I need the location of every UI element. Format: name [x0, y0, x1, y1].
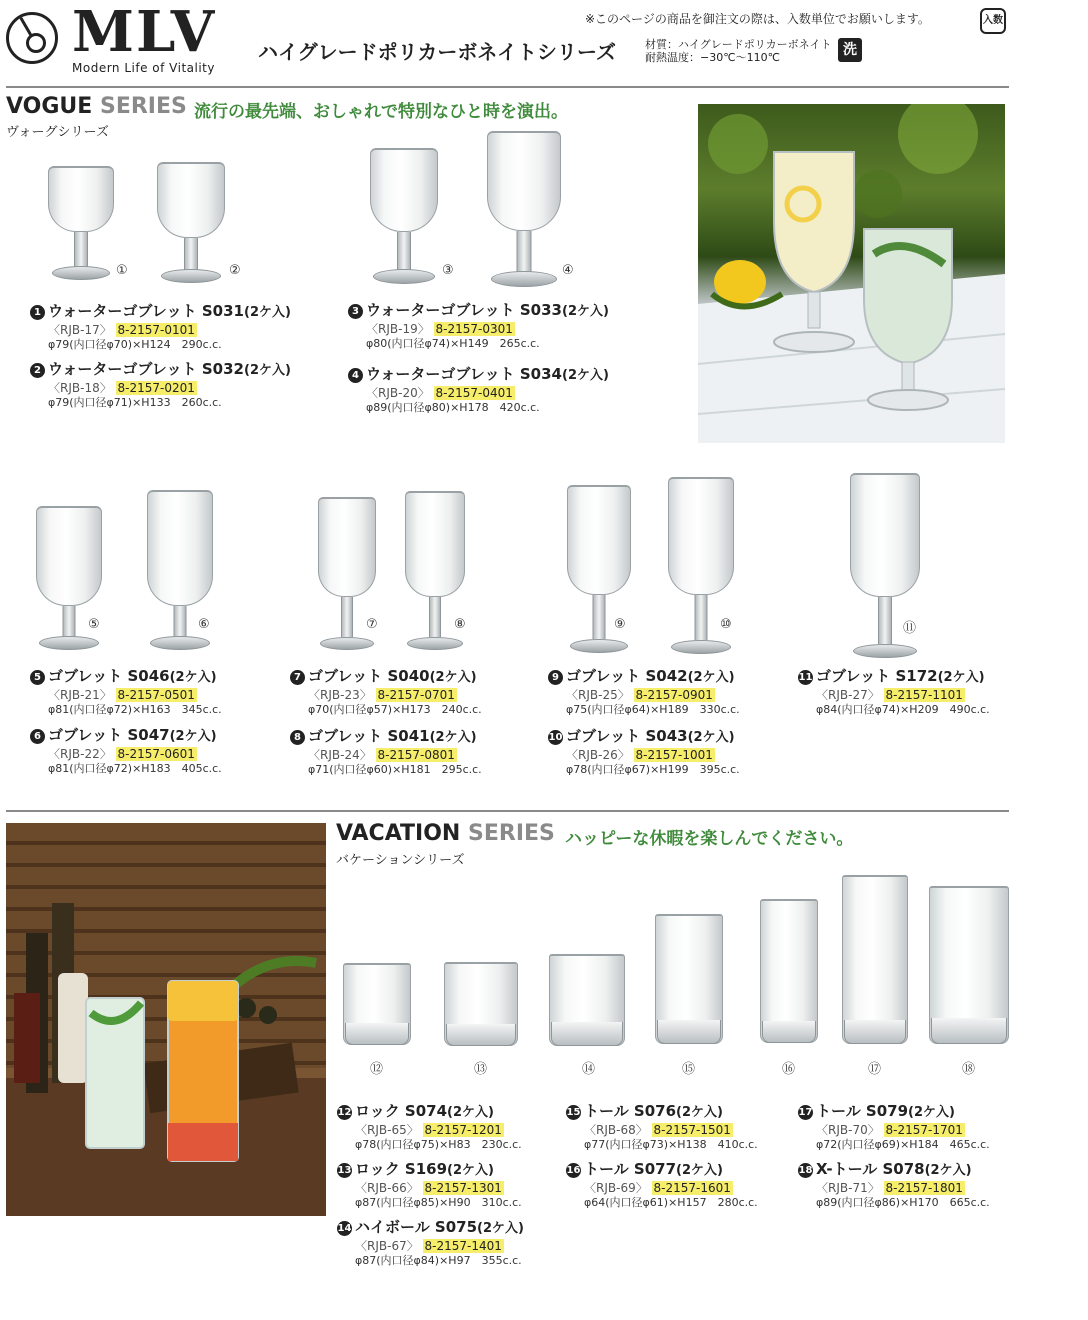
- product-dimensions: φ75(内口径φ64)×H189 330c.c.: [566, 703, 740, 716]
- product-dimensions: φ84(内口径φ74)×H209 490c.c.: [816, 703, 990, 716]
- product-image-1: [48, 166, 114, 280]
- product-item-10: [548, 727, 740, 777]
- product-name: 4 ウォーターゴブレット S034(2ケ入): [348, 365, 609, 385]
- product-dimensions: φ70(内口径φ57)×H173 240c.c.: [308, 703, 482, 716]
- section-divider: [6, 810, 1009, 812]
- product-name: 5 ゴブレット S046(2ケ入): [30, 667, 222, 687]
- glass-number-1: ①: [116, 263, 128, 278]
- product-code: 8-2157-1401: [424, 1239, 502, 1253]
- photo-illustration: [6, 823, 326, 1216]
- product-code: 8-2157-0601: [117, 747, 195, 761]
- product-item-13: [337, 1160, 522, 1210]
- product-image-13: [444, 962, 518, 1046]
- product-item-18: [798, 1160, 990, 1210]
- photo-illustration: [698, 104, 1005, 443]
- product-codes: 〈RJB-69〉 8-2157-1601: [584, 1181, 731, 1195]
- product-dimensions: φ71(内口径φ60)×H181 295c.c.: [308, 763, 482, 776]
- product-code: 8-2157-0101: [117, 323, 195, 337]
- product-item-15: [566, 1102, 758, 1152]
- product-item-4: [348, 365, 609, 415]
- product-name: 13 ロック S169(2ケ入): [337, 1160, 494, 1178]
- product-codes: 〈RJB-70〉 8-2157-1701: [816, 1123, 963, 1137]
- product-name: 7 ゴブレット S040(2ケ入): [290, 667, 482, 687]
- product-name: 17 トール S079(2ケ入): [798, 1102, 955, 1120]
- product-name: 15 トール S076(2ケ入): [566, 1102, 723, 1120]
- product-item-14: [337, 1218, 524, 1268]
- product-dimensions: φ78(内口径φ67)×H199 395c.c.: [566, 763, 740, 776]
- product-image-3: [370, 148, 438, 284]
- product-dimensions: φ78(内口径φ75)×H83 230c.c.: [355, 1138, 522, 1151]
- product-item-6: [30, 726, 222, 776]
- product-code: 8-2157-0801: [377, 748, 455, 762]
- glass-number-11: ⑪: [903, 621, 917, 636]
- product-codes: 〈RJB-25〉 8-2157-0901: [566, 688, 713, 702]
- quantity-unit-icon: 入数: [980, 8, 1006, 34]
- product-item-11: [798, 667, 990, 717]
- product-codes: 〈RJB-23〉 8-2157-0701: [308, 688, 455, 702]
- series-label: SERIES: [99, 94, 187, 119]
- product-image-4: [487, 131, 561, 287]
- vacation-tagline: ハッピーな休暇を楽しんでください。: [565, 829, 854, 849]
- heat-resistance-line: 耐熱温度：−30℃〜110℃: [645, 51, 780, 64]
- product-item-17: [798, 1102, 990, 1152]
- product-dimensions: φ64(内口径φ61)×H157 280c.c.: [584, 1196, 758, 1209]
- series-name: VACATION: [336, 821, 461, 846]
- product-codes: 〈RJB-67〉 8-2157-1401: [355, 1239, 502, 1253]
- glass-number-9: ⑨: [614, 617, 626, 632]
- product-codes: 〈RJB-65〉 8-2157-1201: [355, 1123, 502, 1137]
- product-dimensions: φ81(内口径φ72)×H163 345c.c.: [48, 703, 222, 716]
- product-name: 2 ウォーターゴブレット S032(2ケ入): [30, 360, 291, 380]
- series-label: SERIES: [468, 821, 555, 846]
- vogue-kana: ヴォーグシリーズ: [6, 125, 109, 140]
- glass-number-7: ⑦: [366, 617, 378, 632]
- product-code: 8-2157-1801: [885, 1181, 963, 1195]
- product-item-3: [348, 301, 609, 351]
- product-image-2: [157, 162, 225, 283]
- brand-tagline: Modern Life of Vitality: [72, 61, 215, 75]
- product-item-2: [30, 360, 291, 410]
- product-code: 8-2157-1201: [424, 1123, 502, 1137]
- product-name: 9 ゴブレット S042(2ケ入): [548, 667, 740, 687]
- product-code: 8-2157-1601: [653, 1181, 731, 1195]
- brand-logo-mark: [6, 12, 58, 64]
- product-dimensions: φ77(内口径φ73)×H138 410c.c.: [584, 1138, 758, 1151]
- glass-number-6: ⑥: [198, 617, 210, 632]
- product-name: 10 ゴブレット S043(2ケ入): [548, 727, 735, 745]
- glass-number-16: ⑯: [782, 1062, 796, 1077]
- glass-number-14: ⑭: [582, 1062, 596, 1077]
- product-code: 8-2157-1001: [635, 748, 713, 762]
- material-info: [645, 38, 831, 64]
- dishwasher-safe-icon: 洗: [838, 38, 862, 62]
- product-item-9: [548, 667, 740, 717]
- product-dimensions: φ79(内口径φ70)×H124 290c.c.: [48, 338, 222, 351]
- product-item-16: [566, 1160, 758, 1210]
- glass-number-2: ②: [229, 263, 241, 278]
- product-dimensions: φ87(内口径φ85)×H90 310c.c.: [355, 1196, 522, 1209]
- glass-number-17: ⑰: [868, 1062, 882, 1077]
- product-codes: 〈RJB-18〉 8-2157-0201: [48, 381, 195, 395]
- product-codes: 〈RJB-71〉 8-2157-1801: [816, 1181, 963, 1195]
- product-dimensions: φ87(内口径φ84)×H97 355c.c.: [355, 1254, 522, 1267]
- product-codes: 〈RJB-17〉 8-2157-0101: [48, 323, 195, 337]
- order-notice: ※このページの商品を御注文の際は、入数単位でお願いします。: [585, 12, 930, 26]
- product-codes: 〈RJB-27〉 8-2157-1101: [816, 688, 963, 702]
- product-dimensions: φ72(内口径φ69)×H184 465c.c.: [816, 1138, 990, 1151]
- product-image-12: [343, 963, 411, 1045]
- product-image-17: [842, 875, 908, 1044]
- product-code: 8-2157-0201: [117, 381, 195, 395]
- vacation-series-title: [336, 821, 555, 846]
- product-name: 11 ゴブレット S172(2ケ入): [798, 667, 985, 685]
- glass-number-12: ⑫: [370, 1062, 384, 1077]
- product-code: 8-2157-1701: [885, 1123, 963, 1137]
- product-code: 8-2157-0301: [435, 322, 513, 336]
- product-codes: 〈RJB-22〉 8-2157-0601: [48, 747, 195, 761]
- product-codes: 〈RJB-21〉 8-2157-0501: [48, 688, 195, 702]
- product-dimensions: φ89(内口径φ80)×H178 420c.c.: [366, 401, 540, 414]
- page-title: ハイグレードポリカーボネイトシリーズ: [258, 40, 616, 64]
- glass-number-3: ③: [442, 263, 454, 278]
- product-codes: 〈RJB-26〉 8-2157-1001: [566, 748, 713, 762]
- product-code: 8-2157-1501: [653, 1123, 731, 1137]
- product-name: 12 ロック S074(2ケ入): [337, 1102, 494, 1120]
- vacation-lifestyle-photo: [6, 823, 326, 1216]
- product-image-16: [760, 899, 818, 1043]
- glass-number-4: ④: [562, 263, 574, 278]
- product-codes: 〈RJB-19〉 8-2157-0301: [366, 322, 513, 336]
- vogue-series-title: [6, 94, 187, 119]
- glass-number-5: ⑤: [88, 617, 100, 632]
- product-name: 18 X-トール S078(2ケ入): [798, 1160, 972, 1178]
- product-dimensions: φ81(内口径φ72)×H183 405c.c.: [48, 762, 222, 775]
- vacation-kana: バケーションシリーズ: [336, 853, 465, 868]
- glass-number-15: ⑮: [682, 1062, 696, 1077]
- product-dimensions: φ79(内口径φ71)×H133 260c.c.: [48, 396, 222, 409]
- glass-number-10: ⑩: [720, 617, 732, 632]
- product-image-14: [549, 954, 625, 1046]
- product-name: 14 ハイボール S075(2ケ入): [337, 1218, 524, 1236]
- product-code: 8-2157-1101: [885, 688, 963, 702]
- product-name: 8 ゴブレット S041(2ケ入): [290, 727, 482, 747]
- glass-number-13: ⑬: [474, 1062, 488, 1077]
- product-codes: 〈RJB-68〉 8-2157-1501: [584, 1123, 731, 1137]
- header-divider: [6, 86, 1009, 88]
- product-code: 8-2157-0901: [635, 688, 713, 702]
- product-name: 6 ゴブレット S047(2ケ入): [30, 726, 222, 746]
- glass-number-8: ⑧: [454, 617, 466, 632]
- product-name: 1 ウォーターゴブレット S031(2ケ入): [30, 302, 291, 322]
- product-dimensions: φ80(内口径φ74)×H149 265c.c.: [366, 337, 540, 350]
- vogue-lifestyle-photo: [698, 104, 1005, 443]
- product-item-7: [290, 667, 482, 717]
- product-codes: 〈RJB-20〉 8-2157-0401: [366, 386, 513, 400]
- product-item-1: [30, 302, 291, 352]
- material-line: 材質：ハイグレードポリカーボネイト: [645, 38, 832, 51]
- product-code: 8-2157-0501: [117, 688, 195, 702]
- product-dimensions: φ89(内口径φ86)×H170 665c.c.: [816, 1196, 990, 1209]
- product-code: 8-2157-1301: [424, 1181, 502, 1195]
- product-code: 8-2157-0701: [377, 688, 455, 702]
- product-item-5: [30, 667, 222, 717]
- glass-number-18: ⑱: [962, 1062, 976, 1077]
- product-name: 3 ウォーターゴブレット S033(2ケ入): [348, 301, 609, 321]
- product-name: 16 トール S077(2ケ入): [566, 1160, 723, 1178]
- vogue-tagline: 流行の最先端、おしゃれで特別なひと時を演出。: [194, 102, 568, 122]
- product-item-8: [290, 727, 482, 777]
- brand-logo-wordmark: MLV: [72, 0, 217, 65]
- product-image-18: [929, 886, 1009, 1044]
- series-name: VOGUE: [6, 94, 93, 119]
- product-item-12: [337, 1102, 522, 1152]
- product-code: 8-2157-0401: [435, 386, 513, 400]
- product-codes: 〈RJB-24〉 8-2157-0801: [308, 748, 455, 762]
- product-codes: 〈RJB-66〉 8-2157-1301: [355, 1181, 502, 1195]
- product-image-15: [655, 914, 723, 1044]
